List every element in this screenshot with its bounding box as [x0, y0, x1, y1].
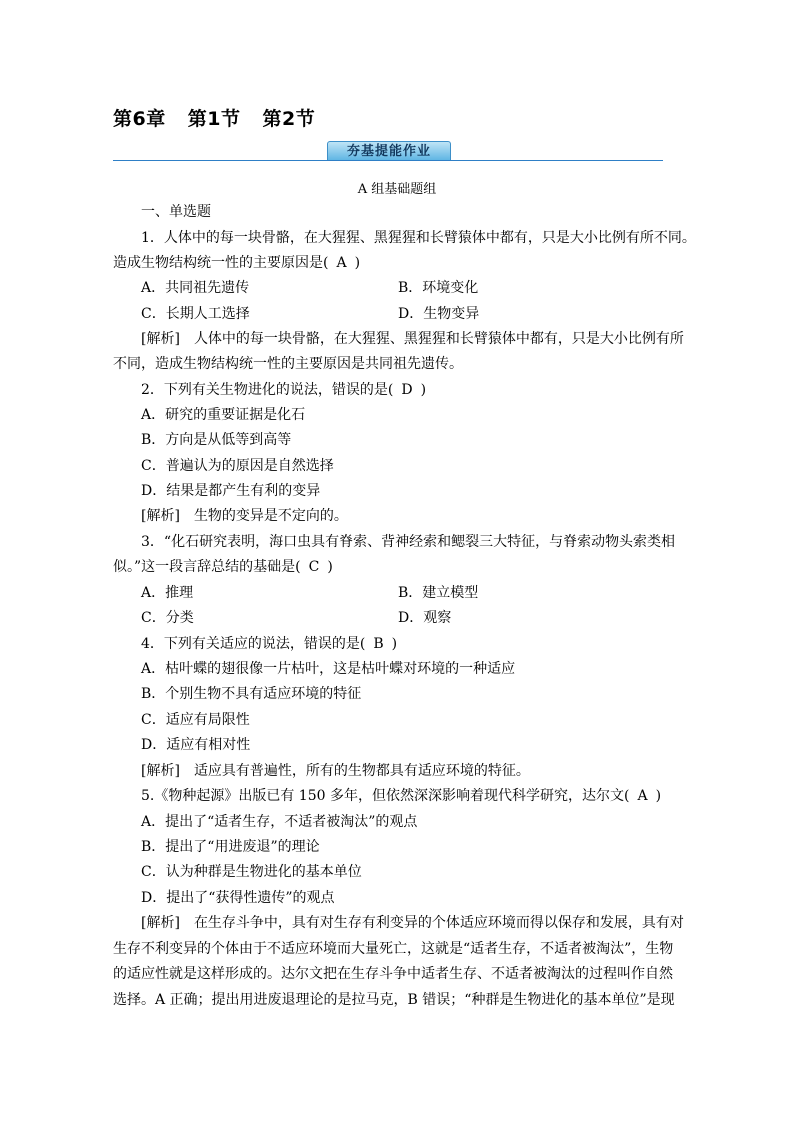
q5-option-c: C．认为种群是生物进化的基本单位 [141, 864, 362, 880]
q3-option-d: D．观察 [398, 610, 452, 626]
q3-stem-line1: 3．“化石研究表明，海口虫具有脊索、背神经索和鳃裂三大特征，与脊索动物头索类相 [141, 534, 676, 550]
q2-answer: D [401, 382, 413, 398]
q4-option-b: B．个别生物不具有适应环境的特征 [141, 686, 362, 702]
q4-analysis: [解析] 适应具有普遍性，所有的生物都具有适应环境的特征。 [141, 763, 530, 779]
q5-analysis-line3: 的适应性就是这样形成的。达尔文把在生存斗争中适者生存、不适者被淘汰的过程叫作自然 [113, 966, 673, 982]
section-label: 一、单选题 [141, 204, 211, 220]
q2-analysis: [解析] 生物的变异是不定向的。 [141, 508, 348, 524]
q5-analysis-line1: [解析] 在生存斗争中，具有对生存有利变异的个体适应环境而得以保存和发展，具有对 [141, 915, 684, 931]
section-1-label: 第1节 [187, 108, 241, 130]
q3-stem-line2: 似。”这一段言辞总结的基础是( C ) [113, 559, 333, 575]
q4-answer: B [373, 636, 384, 652]
q1-analysis-tag: [解析] [141, 331, 180, 347]
header-divider [113, 160, 663, 161]
q2-option-a: A．研究的重要证据是化石 [141, 407, 306, 423]
q1-option-c: C．长期人工选择 [141, 306, 250, 322]
q1-option-d: D．生物变异 [398, 306, 480, 322]
q1-options-row2 [141, 305, 711, 323]
q5-stem: 5.《物种起源》出版已有 150 多年，但依然深深影响着现代科学研究，达尔文( A ) [141, 788, 662, 804]
q5-analysis-tag: [解析] [141, 915, 180, 931]
q4-option-c: C．适应有局限性 [141, 712, 250, 728]
chapter-label: 第6章 [113, 108, 166, 130]
q4-analysis-tag: [解析] [141, 763, 180, 779]
section-2-label: 第2节 [262, 108, 316, 130]
q5-option-a: A．提出了“适者生存，不适者被淘汰”的观点 [141, 814, 418, 830]
q1-stem-line2: 造成生物结构统一性的主要原因是( A ) [113, 255, 361, 271]
group-title: A 组基础题组 [357, 182, 437, 197]
q4-option-d: D．适应有相对性 [141, 737, 251, 753]
q5-answer: A [637, 788, 648, 804]
q2-analysis-tag: [解析] [141, 508, 180, 524]
q1-answer: A [336, 255, 347, 271]
q1-stem-line1: 1．人体中的每一块骨骼，在大猩猩、黑猩猩和长臂猿体中都有，只是大小比例有所不同。 [141, 230, 696, 246]
q4-option-a: A．枯叶蝶的翅很像一片枯叶，这是枯叶蝶对环境的一种适应 [141, 661, 516, 677]
page-title [113, 104, 337, 131]
q5-option-d: D．提出了“获得性遗传”的观点 [141, 890, 335, 906]
q1-option-b: B．环境变化 [398, 280, 479, 296]
q5-option-b: B．提出了“用进废退”的理论 [141, 839, 320, 855]
q5-analysis-line2: 生存不利变异的个体由于不适应环境而大量死亡，这就是“适者生存，不适者被淘汰”，生物 [113, 941, 674, 957]
q1-option-a: A．共同祖先遗传 [141, 280, 250, 296]
q3-options-row1 [141, 584, 711, 602]
q2-option-d: D．结果是都产生有利的变异 [141, 483, 321, 499]
q1-options-row1 [141, 279, 711, 297]
q4-stem: 4．下列有关适应的说法，错误的是( B ) [141, 636, 398, 652]
q2-stem: 2．下列有关生物进化的说法，错误的是( D ) [141, 382, 427, 398]
q2-option-c: C．普遍认为的原因是自然选择 [141, 458, 334, 474]
q1-analysis-line2: 不同，造成生物结构统一性的主要原因是共同祖先遗传。 [113, 356, 463, 372]
q3-option-c: C．分类 [141, 610, 194, 626]
homework-badge: 夯基提能作业 [327, 141, 451, 161]
q3-answer: C [308, 559, 320, 575]
q3-option-b: B．建立模型 [398, 585, 479, 601]
q1-analysis-line1: [解析] 人体中的每一块骨骼，在大猩猩、黑猩猩和长臂猿体中都有，只是大小比例有所 [141, 331, 684, 347]
q3-option-a: A．推理 [141, 585, 194, 601]
q5-analysis-line4: 选择。A 正确；提出用进废退理论的是拉马克，B 错误；“种群是生物进化的基本单位”是现 [113, 992, 675, 1008]
q2-option-b: B．方向是从低等到高等 [141, 432, 292, 448]
q3-options-row2 [141, 609, 711, 627]
